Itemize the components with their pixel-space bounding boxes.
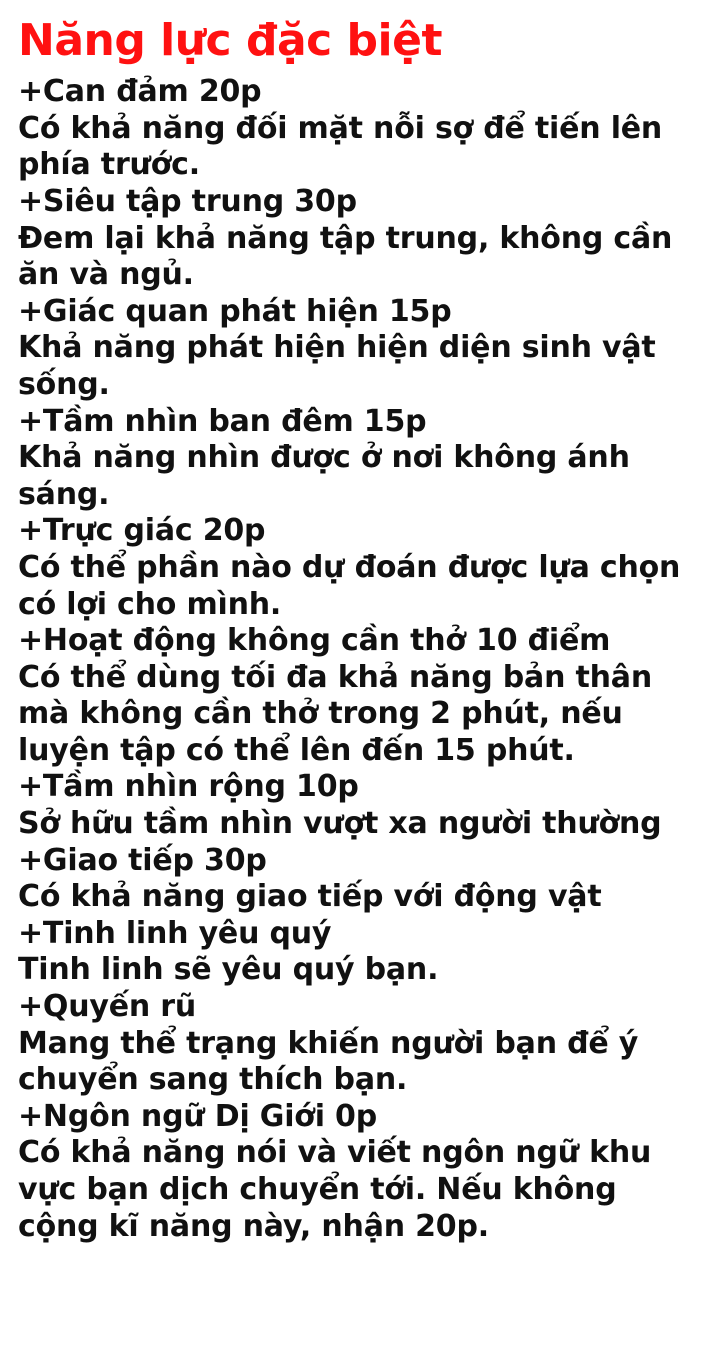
ability-name: +Ngôn ngữ Dị Giới 0p xyxy=(18,1098,377,1134)
ability-description: Khả năng phát hiện hiện diện sinh vật sống. xyxy=(18,330,656,402)
ability-name: +Quyến rũ xyxy=(18,989,197,1025)
ability-description: Có khả năng nói và viết ngôn ngữ khu vực bạn dịch chuyển tới. Nếu không cộng kĩ năng này, nhận 20p. xyxy=(18,1135,652,1244)
ability-name: +Siêu tập trung 30p xyxy=(18,183,357,219)
ability-description: Khả năng nhìn được ở nơi không ánh sáng. xyxy=(18,440,630,512)
list-item xyxy=(18,989,704,1099)
ability-name: +Giác quan phát hiện 15p xyxy=(18,293,452,329)
list-item xyxy=(18,769,704,842)
ability-description: Có khả năng giao tiếp với động vật xyxy=(18,879,602,915)
list-item xyxy=(18,1099,704,1245)
ability-name: +Tinh linh yêu quý xyxy=(18,915,332,951)
ability-name: +Hoạt động không cần thở 10 điểm xyxy=(18,623,611,659)
ability-description: Có thể dùng tối đa khả năng bản thân mà không cần thở trong 2 phút, nếu luyện tập có thể lên đến 15 phút. xyxy=(18,659,653,768)
list-item xyxy=(18,404,704,514)
list-item xyxy=(18,294,704,404)
ability-name: +Tầm nhìn rộng 10p xyxy=(18,769,359,805)
list-item xyxy=(18,623,704,769)
list-item xyxy=(18,843,704,916)
ability-description: Có khả năng đối mặt nỗi sợ để tiến lên phía trước. xyxy=(18,110,663,183)
ability-name: +Can đảm 20p xyxy=(18,74,262,110)
list-item xyxy=(18,513,704,623)
ability-list xyxy=(18,74,704,1245)
list-item xyxy=(18,74,704,184)
ability-description: Đem lại khả năng tập trung, không cần ăn và ngủ. xyxy=(18,220,673,293)
ability-name: +Trực giác 20p xyxy=(18,513,266,549)
ability-description: Mang thể trạng khiến người bạn để ý chuyển sang thích bạn. xyxy=(18,1025,639,1098)
list-item xyxy=(18,184,704,294)
list-item xyxy=(18,916,704,989)
ability-description: Có thể phần nào dự đoán được lựa chọn có lợi cho mình. xyxy=(18,549,681,622)
ability-name: +Giao tiếp 30p xyxy=(18,842,267,878)
ability-description: Tinh linh sẽ yêu quý bạn. xyxy=(18,952,439,988)
ability-description: Sở hữu tầm nhìn vượt xa người thường xyxy=(18,806,662,842)
page-title: Năng lực đặc biệt xyxy=(18,15,443,66)
ability-name: +Tầm nhìn ban đêm 15p xyxy=(18,403,427,439)
